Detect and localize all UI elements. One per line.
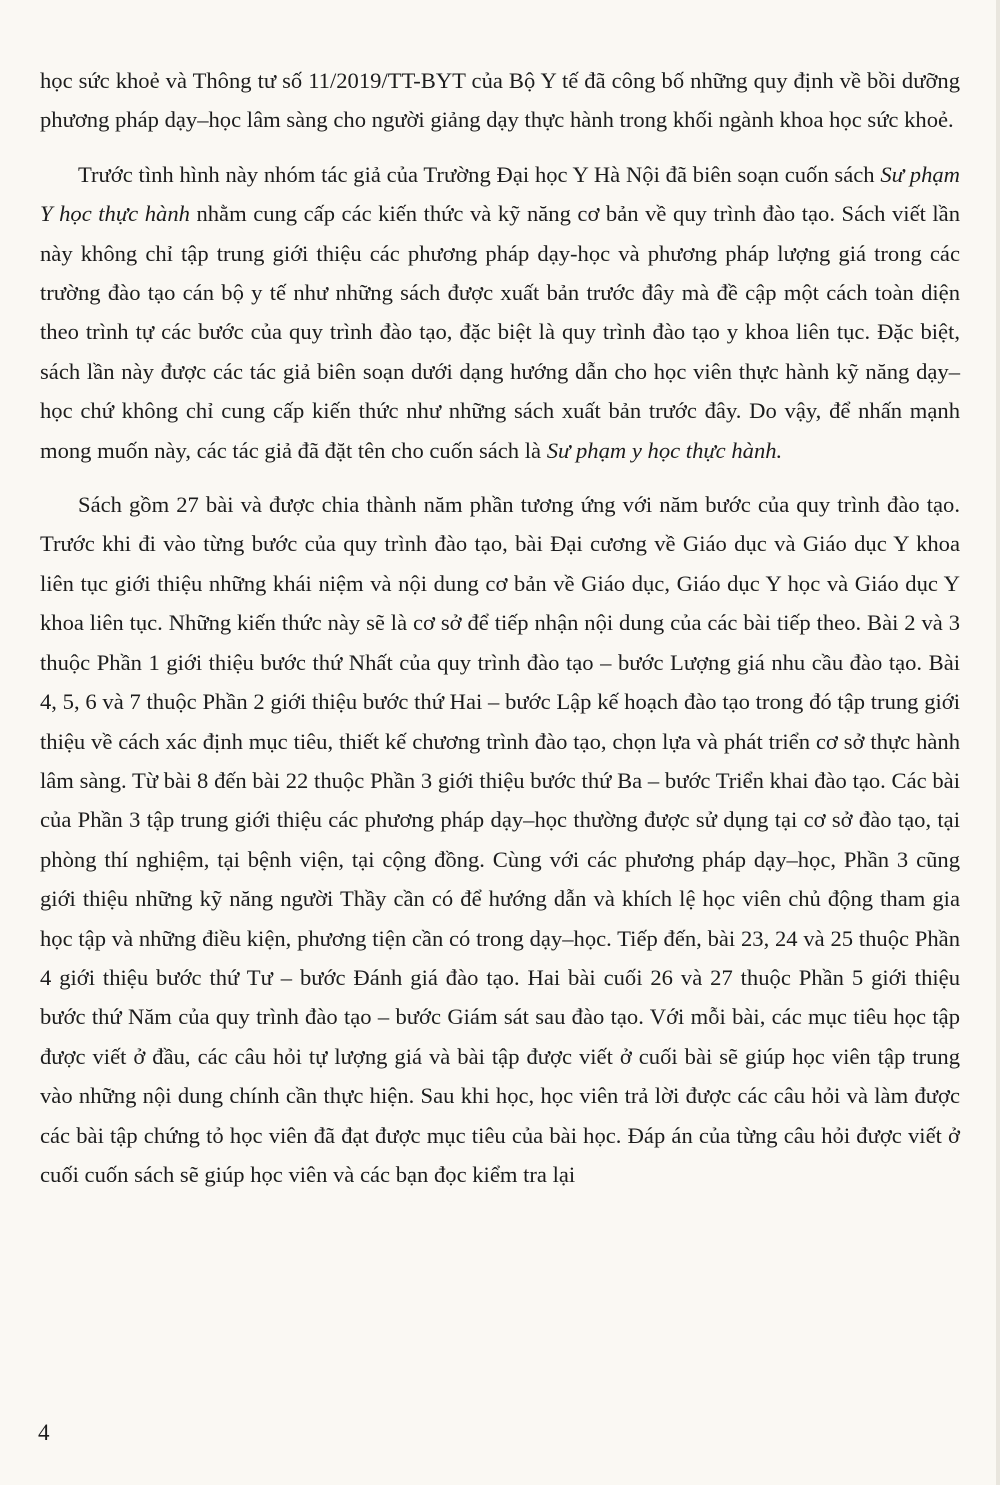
body-text — [40, 61, 960, 1194]
book-title-italic: Sư phạm y học thực hành. — [546, 437, 783, 463]
paragraph-book-intro — [40, 155, 960, 470]
paragraph-book-structure — [40, 485, 960, 1194]
text-segment: Sách gồm 27 bài và được chia thành năm phần tương ứng với năm bước của quy trình đào tạo. Trước khi đi vào từng bước của quy trình đào tạo, bài Đại cương về Giáo dục và Giáo dục Y khoa liên tục giới thiệu những khái niệm và nội dung cơ bản về Giáo dục, Giáo dục Y học và Giáo dục Y khoa liên tục. Những kiến thức này sẽ là cơ sở để tiếp nhận nội dung của các bài tiếp theo. Bài 2 và 3 thuộc Phần 1 giới thiệu bước thứ Nhất của quy trình đào tạo – bước Lượng giá nhu cầu đào tạo. Bài 4, 5, 6 và 7 thuộc Phần 2 giới thiệu bước thứ Hai – bước Lập kế hoạch đào tạo trong đó tập trung giới thiệu về cách xác định mục tiêu, thiết kế chương trình đào tạo, chọn lựa và phát triển cơ sở thực hành lâm sàng. Từ bài 8 đến bài 22 thuộc Phần 3 giới thiệu bước thứ Ba – bước Triển khai đào tạo. Các bài của Phần 3 tập trung giới thiệu các phương pháp dạy–học thường được sử dụng tại cơ sở đào tạo, tại phòng thí nghiệm, tại bệnh viện, tại cộng đồng. Cùng với các phương pháp dạy–học, Phần 3 cũng giới thiệu những kỹ năng người Thầy cần có để hướng dẫn và khích lệ học viên chủ động tham gia học tập và những điều kiện, phương tiện cần có trong dạy–học. Tiếp đến, bài 23, 24 và 25 thuộc Phần 4 giới thiệu bước thứ Tư – bước Đánh giá đào tạo. Hai bài cuối 26 và 27 thuộc Phần 5 giới thiệu bước thứ Năm của quy trình đào tạo – bước Giám sát sau đào tạo. Với mỗi bài, các mục tiêu học tập được viết ở đầu, các câu hỏi tự lượng giá và bài tập được viết ở cuối bài sẽ giúp học viên tập trung vào những nội dung chính cần thực hiện. Sau khi học, học viên trả lời được các câu hỏi và làm được các bài tập chứng tỏ học viên đã đạt được mục tiêu của bài học. Đáp án của từng câu hỏi được viết ở cuối cuốn sách sẽ giúp học viên và các bạn đọc kiểm tra lại — [40, 492, 960, 1187]
book-title-italic: Sư phạm Y học thực hành — [40, 161, 961, 227]
page-number: 4 — [38, 1420, 50, 1445]
text-segment: nhằm cung cấp các kiến thức và kỹ năng cơ bản về quy trình đào tạo. Sách viết lần này không chỉ tập trung giới thiệu các phương pháp dạy-học và phương pháp lượng giá trong các trường đào tạo cán bộ y tế như những sách được xuất bản trước đây mà đề cập một cách toàn diện theo trình tự các bước của quy trình đào tạo, đặc biệt là quy trình đào tạo y khoa liên tục. Đặc biệt, sách lần này được các tác giả biên soạn dưới dạng hướng dẫn cho học viên thực hành kỹ năng dạy–học chứ không chỉ cung cấp kiến thức như những sách xuất bản trước đây. Do vậy, để nhấn mạnh mong muốn này, các tác giả đã đặt tên cho cuốn sách là — [40, 201, 961, 463]
paragraph-continuation — [40, 61, 960, 140]
text-segment: Trước tình hình này nhóm tác giả của Trường Đại học Y Hà Nội đã biên soạn cuốn sách — [78, 161, 881, 187]
page-edge — [996, 0, 1000, 1485]
text-segment: học sức khoẻ và Thông tư số 11/2019/TT-BYT của Bộ Y tế đã công bố những quy định về bồi dưỡng phương pháp dạy–học lâm sàng cho người giảng dạy thực hành trong khối ngành khoa học sức khoẻ. — [40, 68, 960, 133]
